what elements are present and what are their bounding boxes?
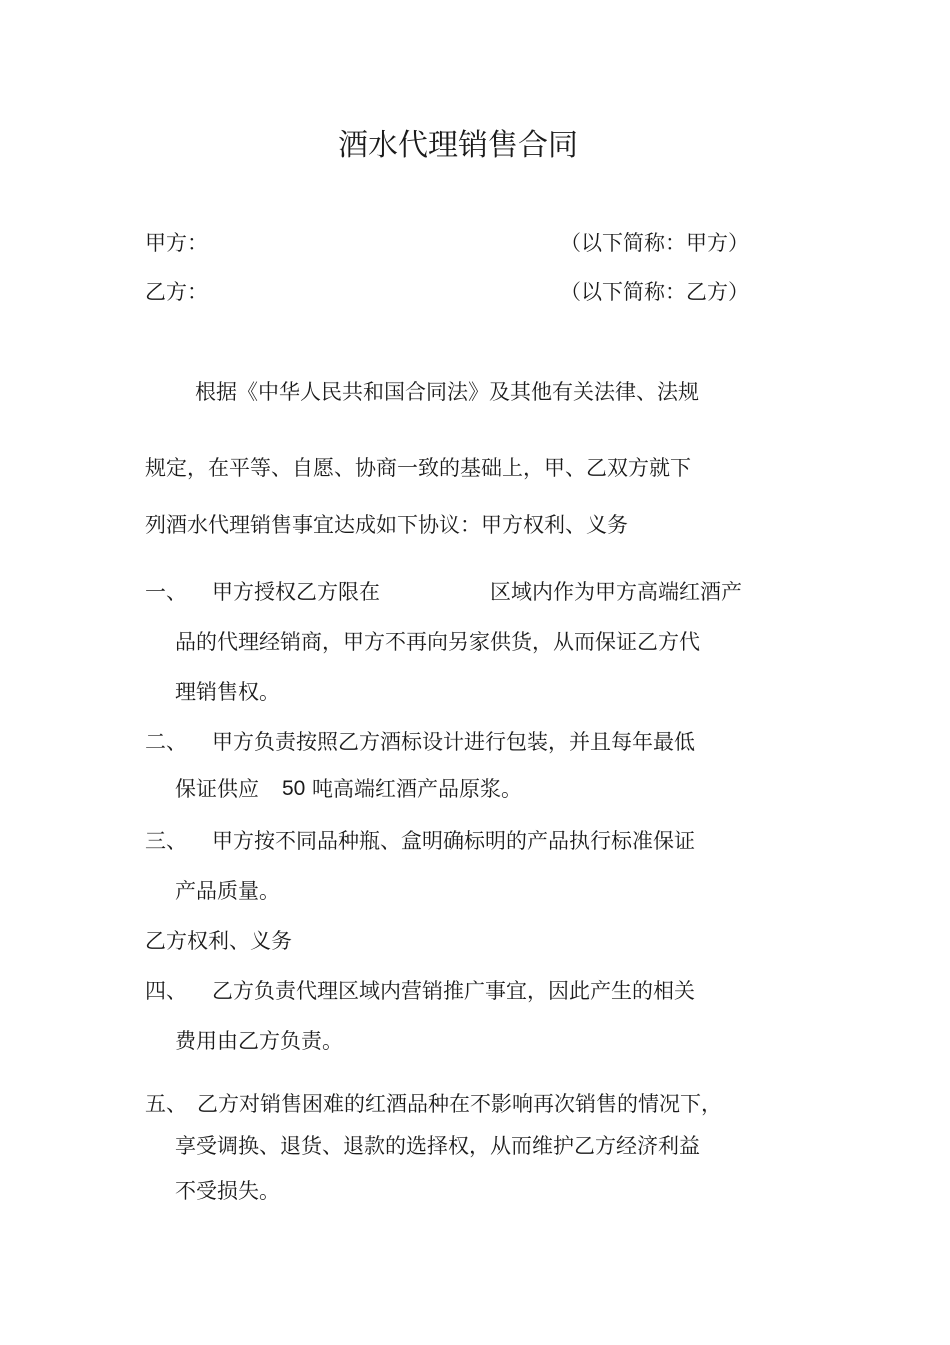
preamble-line-3: 列酒水代理销售事宜达成如下协议：甲方权利、义务 (145, 513, 628, 537)
clause-2-cont-a: 保证供应 (175, 777, 259, 801)
clause-5-cont-1: 享受调换、退货、退款的选择权，从而维护乙方经济利益 (175, 1134, 700, 1158)
clause-1-text-a: 甲方授权乙方限在 (212, 580, 380, 604)
clause-2-number: 二、 (145, 730, 187, 754)
clause-1-number: 一、 (145, 580, 187, 604)
clause-5-cont-2: 不受损失。 (175, 1179, 280, 1203)
clause-4-text: 乙方负责代理区域内营销推广事宜，因此产生的相关 (212, 979, 695, 1003)
clause-2-quantity: 50 (282, 777, 306, 800)
clause-5-text: 乙方对销售困难的红酒品种在不影响再次销售的情况下， (197, 1092, 722, 1116)
document-title: 酒水代理销售合同 (338, 128, 578, 163)
party-b-label: 乙方： (145, 280, 208, 304)
party-b-note: （以下简称：乙方） (560, 280, 749, 304)
clause-4-number: 四、 (145, 979, 187, 1003)
clause-1-cont-1: 品的代理经销商，甲方不再向另家供货，从而保证乙方代 (175, 630, 700, 654)
clause-2-cont-b: 吨高端红酒产品原浆。 (312, 777, 522, 801)
preamble-line-1: 根据《中华人民共和国合同法》及其他有关法律、法规 (195, 380, 699, 404)
party-a-label: 甲方： (145, 231, 208, 255)
clause-1-text-b: 区域内作为甲方高端红酒产 (490, 580, 742, 604)
clause-3-number: 三、 (145, 829, 187, 853)
clause-5-number: 五、 (145, 1092, 187, 1116)
clause-3-text: 甲方按不同品种瓶、盒明确标明的产品执行标准保证 (212, 829, 695, 853)
clause-4-cont: 费用由乙方负责。 (175, 1029, 343, 1053)
clause-2-text: 甲方负责按照乙方酒标设计进行包装，并且每年最低 (212, 730, 695, 754)
clause-1-cont-2: 理销售权。 (175, 680, 280, 704)
clause-3-cont: 产品质量。 (175, 879, 280, 903)
preamble-line-2: 规定，在平等、自愿、协商一致的基础上，甲、乙双方就下 (145, 456, 691, 480)
section-b-heading: 乙方权利、义务 (145, 929, 292, 953)
party-a-note: （以下简称：甲方） (560, 231, 749, 255)
